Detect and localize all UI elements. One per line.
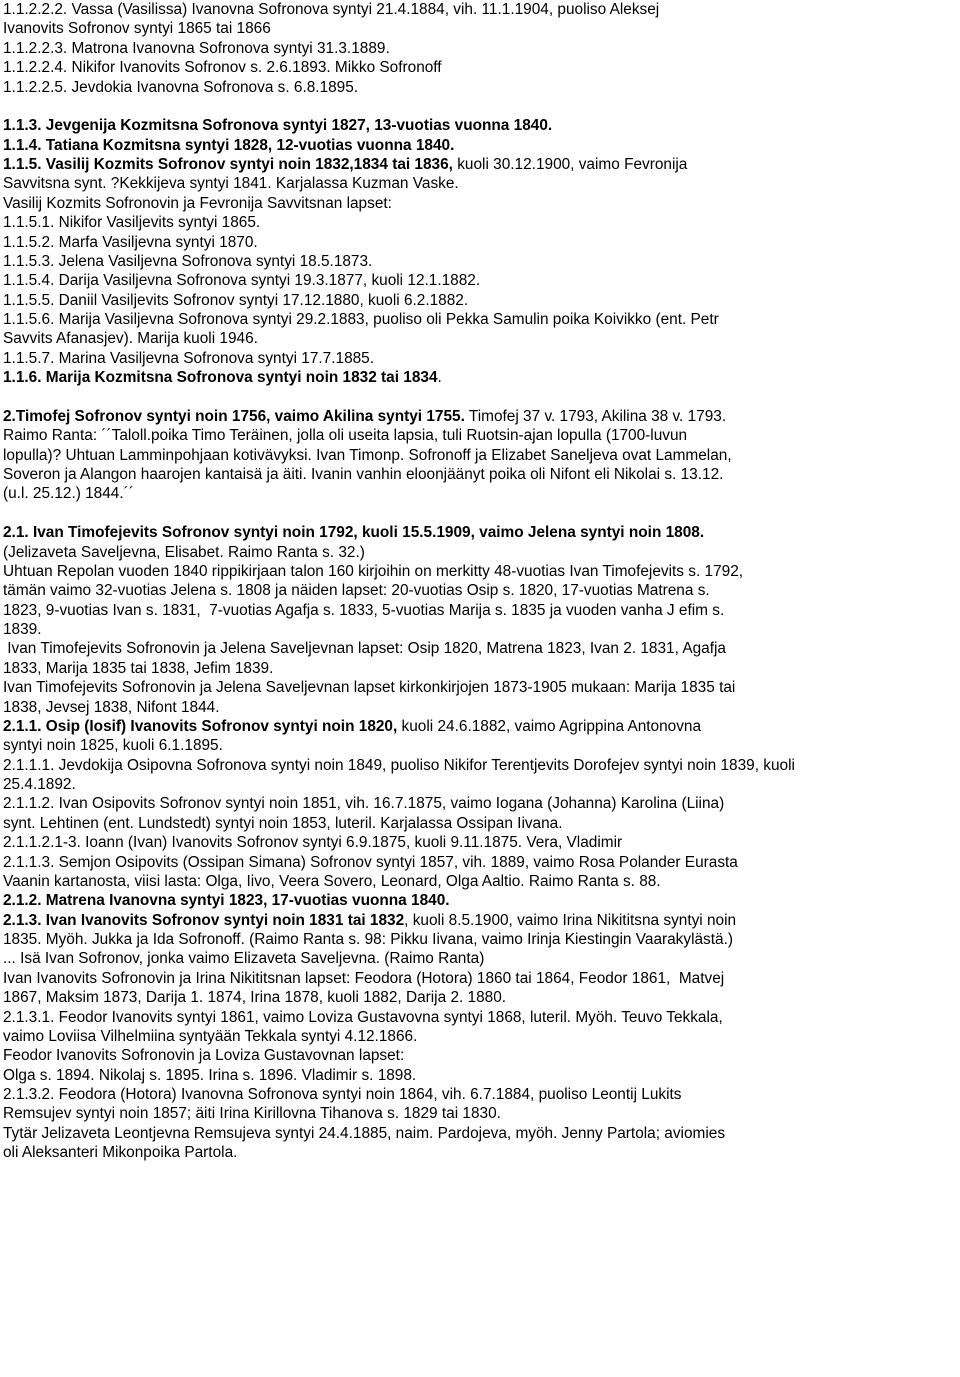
text-run: Feodor Ivanovits Sofronovin ja Loviza Gustavovnan lapset:	[3, 1047, 405, 1065]
text-run: 1.1.5.7. Marina Vasiljevna Sofronova syntyi 17.7.1885.	[3, 349, 375, 367]
text-line	[3, 39, 950, 58]
text-run: 1867, Maksim 1873, Darija 1. 1874, Irina 1878, kuoli 1882, Darija 2. 1880.	[3, 989, 507, 1007]
text-line	[3, 736, 950, 755]
text-run: Vasilij Kozmits Sofronovin ja Fevronija Savvitsnan lapset:	[3, 194, 392, 212]
blank-line	[3, 504, 950, 523]
text-line	[3, 833, 950, 852]
text-run: tämän vaimo 32-vuotias Jelena s. 1808 ja näiden lapset: 20-vuotias Osip s. 1820, 17-vuotias Matrena s.	[3, 582, 710, 600]
text-run: , kuoli 8.5.1900, vaimo Irina Nikititsna syntyi noin	[404, 911, 737, 929]
text-run: 1838, Jevsej 1838, Nifont 1844.	[3, 698, 220, 716]
text-line	[3, 19, 950, 38]
bold-run: 1.1.4. Tatiana Kozmitsna syntyi 1828, 12-vuotias vuonna 1840.	[3, 136, 455, 154]
text-line	[3, 78, 950, 97]
bold-run: 1.1.3. Jevgenija Kozmitsna Sofronova syntyi 1827, 13-vuotias vuonna 1840.	[3, 117, 553, 135]
text-line	[3, 891, 950, 910]
text-run: syntyi noin 1825, kuoli 6.1.1895.	[3, 737, 223, 755]
text-run: 1.1.2.2.2. Vassa (Vasilissa) Ivanovna Sofronova syntyi 21.4.1884, vih. 11.1.1904, puoliso Aleksej	[3, 1, 660, 18]
text-run: kuoli 30.12.1900, vaimo Fevronija	[452, 156, 688, 173]
text-run: Timofej 37 v. 1793, Akilina 38 v. 1793.	[464, 407, 727, 425]
text-line	[3, 310, 950, 329]
text-run: Ivanovits Sofronov syntyi 1865 tai 1866	[3, 20, 271, 38]
text-line	[3, 581, 950, 600]
text-line	[3, 756, 950, 775]
text-line	[3, 814, 950, 833]
text-run: 1.1.2.2.5. Jevdokia Ivanovna Sofronova s. 6.8.1895.	[3, 78, 359, 96]
bold-run: 2.1.2. Matrena Ivanovna syntyi 1823, 17-vuotias vuonna 1840.	[3, 892, 450, 910]
text-run: 1.1.2.2.4. Nikifor Ivanovits Sofronov s. 2.6.1893. Mikko Sofronoff	[3, 59, 442, 77]
text-line	[3, 775, 950, 794]
text-run: Raimo Ranta: ´´Taloll.poika Timo Teräinen, jolla oli useita lapsia, tuli Ruotsin-ajan lopulla (1700-luvun	[3, 427, 688, 445]
text-line	[3, 1143, 950, 1162]
text-run: 2.1.3.1. Feodor Ivanovits syntyi 1861, vaimo Loviza Gustavovna syntyi 1868, luteril. Myöh. Teuvo Tekkala,	[3, 1008, 723, 1026]
text-run: synt. Lehtinen (ent. Lundstedt) syntyi noin 1853, luteril. Karjalassa Ossipan Iivana.	[3, 814, 563, 832]
text-line	[3, 291, 950, 310]
text-run: 1.1.5.3. Jelena Vasiljevna Sofronova syntyi 18.5.1873.	[3, 252, 373, 270]
text-run: 1.1.2.2.3. Matrona Ivanovna Sofronova syntyi 31.3.1889.	[3, 39, 390, 57]
bold-run: 2.1. Ivan Timofejevits Sofronov syntyi noin 1792, kuoli 15.5.1909, vaimo Jelena syntyi noin 1808.	[3, 524, 705, 542]
blank-line	[3, 388, 950, 407]
text-run: Ivan Ivanovits Sofronovin ja Irina Nikititsnan lapset: Feodora (Hotora) 1860 tai 1864, Feodor 1861, Matvej	[3, 969, 725, 987]
text-line	[3, 407, 950, 426]
text-line	[3, 1008, 950, 1027]
text-run: 2.1.1.2. Ivan Osipovits Sofronov syntyi noin 1851, vih. 16.7.1875, vaimo Iogana (Johanna) Karolina (Liina)	[3, 795, 725, 813]
text-line	[3, 213, 950, 232]
text-run: 25.4.1892.	[3, 776, 76, 793]
text-run: lopulla)? Uhtuan Lamminpohjaan kotivävyksi. Ivan Timonp. Sofronoff ja Elizabet Saneljeva ovat Lammelan,	[3, 446, 732, 464]
text-run: (u.l. 25.12.) 1844.´´	[3, 485, 134, 503]
bold-run: 2.1.1. Osip (Iosif) Ivanovits Sofronov syntyi noin 1820,	[3, 717, 398, 735]
text-line	[3, 0, 950, 19]
text-line	[3, 484, 950, 503]
text-run: Tytär Jelizaveta Leontjevna Remsujeva syntyi 24.4.1885, naim. Pardojeva, myöh. Jenny Partola; aviomies	[3, 1124, 726, 1142]
text-line	[3, 659, 950, 678]
text-run: 2.1.1.2.1-3. Ioann (Ivan) Ivanovits Sofronov syntyi 6.9.1875, kuoli 9.11.1875. Vera, Vladimir	[3, 834, 623, 852]
text-run: 1.1.5.1. Nikifor Vasiljevits syntyi 1865.	[3, 214, 261, 232]
text-line	[3, 116, 950, 135]
bold-run: 1.1.5. Vasilij Kozmits Sofronov syntyi noin 1832,1834 tai 1836,	[3, 156, 453, 173]
text-run: Olga s. 1894. Nikolaj s. 1895. Irina s. 1896. Vladimir s. 1898.	[3, 1066, 417, 1084]
text-line	[3, 601, 950, 620]
text-line	[3, 678, 950, 697]
text-line	[3, 698, 950, 717]
text-run: (Jelizaveta Saveljevna, Elisabet. Raimo Ranta s. 32.)	[3, 543, 365, 561]
text-line	[3, 194, 950, 213]
text-run: Remsujev syntyi noin 1857; äiti Irina Kirillovna Tihanova s. 1829 tai 1830.	[3, 1105, 501, 1123]
text-run: oli Aleksanteri Mikonpoika Partola.	[3, 1144, 238, 1162]
text-run: kuoli 24.6.1882, vaimo Agrippina Antonovna	[397, 717, 702, 735]
text-line	[3, 136, 950, 155]
text-line	[3, 349, 950, 368]
text-line	[3, 717, 950, 736]
blank-line	[3, 97, 950, 116]
text-run: 1823, 9-vuotias Ivan s. 1831, 7-vuotias Agafja s. 1833, 5-vuotias Marija s. 1835 ja vuoden vanha J efim s.	[3, 601, 725, 619]
text-line	[3, 271, 950, 290]
text-line	[3, 543, 950, 562]
text-run: Uhtuan Repolan vuoden 1840 rippikirjaan talon 160 kirjoihin on merkitty 48-vuotias Ivan Timofejevits s. 1792,	[3, 562, 744, 580]
text-line	[3, 233, 950, 252]
text-run: 1839.	[3, 621, 42, 638]
text-line	[3, 58, 950, 77]
text-line	[3, 969, 950, 988]
text-line	[3, 1124, 950, 1143]
text-run: 1.1.5.4. Darija Vasiljevna Sofronova syntyi 19.3.1877, kuoli 12.1.1882.	[3, 272, 481, 290]
text-line	[3, 794, 950, 813]
text-run: 2.1.1.3. Semjon Osipovits (Ossipan Simana) Sofronov syntyi 1857, vih. 1889, vaimo Rosa Polander Eurasta	[3, 853, 738, 871]
text-line	[3, 1066, 950, 1085]
text-line	[3, 639, 950, 658]
text-line	[3, 988, 950, 1007]
text-line	[3, 1046, 950, 1065]
text-line	[3, 853, 950, 872]
text-run: 1835. Myöh. Jukka ja Ida Sofronoff. (Raimo Ranta s. 98: Pikku Iivana, vaimo Irinja Kiestingin Vaarakylästä.)	[3, 931, 733, 948]
text-line	[3, 368, 950, 387]
text-line	[3, 426, 950, 445]
text-run: 1.1.5.6. Marija Vasiljevna Sofronova syntyi 29.2.1883, puoliso oli Pekka Samulin poika Koivikko (ent. Petr	[3, 311, 719, 328]
text-line	[3, 446, 950, 465]
text-line	[3, 252, 950, 271]
text-run: .	[437, 369, 442, 387]
bold-run: 2.Timofej Sofronov syntyi noin 1756, vaimo Akilina syntyi 1755.	[3, 407, 465, 425]
bold-run: 1.1.6. Marija Kozmitsna Sofronova syntyi noin 1832 tai 1834	[3, 369, 438, 387]
text-run: Savvitsna synt. ?Kekkijeva syntyi 1841. Karjalassa Kuzman Vaske.	[3, 175, 459, 193]
text-run: 1.1.5.2. Marfa Vasiljevna syntyi 1870.	[3, 233, 258, 251]
text-line	[3, 523, 950, 542]
text-line	[3, 562, 950, 581]
text-line	[3, 1027, 950, 1046]
bold-run: 2.1.3. Ivan Ivanovits Sofronov syntyi noin 1831 tai 1832	[3, 911, 405, 929]
text-run: 2.1.3.2. Feodora (Hotora) Ivanovna Sofronova syntyi noin 1864, vih. 6.7.1884, puoliso Leontij Lukits	[3, 1086, 682, 1103]
text-line	[3, 155, 950, 174]
text-run: 1833, Marija 1835 tai 1838, Jefim 1839.	[3, 659, 274, 677]
text-line	[3, 949, 950, 968]
text-line	[3, 911, 950, 930]
text-line	[3, 465, 950, 484]
text-run: ... Isä Ivan Sofronov, jonka vaimo Elizaveta Saveljevna. (Raimo Ranta)	[3, 950, 485, 968]
text-line	[3, 872, 950, 891]
text-line	[3, 930, 950, 949]
text-line	[3, 329, 950, 348]
text-run: 1.1.5.5. Daniil Vasiljevits Sofronov syntyi 17.12.1880, kuoli 6.2.1882.	[3, 291, 469, 309]
text-line	[3, 620, 950, 639]
text-run: Savvits Afanasjev). Marija kuoli 1946.	[3, 330, 258, 348]
text-run: Vaanin kartanosta, viisi lasta: Olga, Iivo, Veera Sovero, Leonard, Olga Aaltio. Raimo Ranta s. 88.	[3, 872, 661, 890]
text-run: Ivan Timofejevits Sofronovin ja Jelena Saveljevnan lapset: Osip 1820, Matrena 1823, Ivan 2. 1831, Agafja	[3, 640, 726, 658]
text-line	[3, 1085, 950, 1104]
text-run: vaimo Loviisa Vilhelmiina syntyään Tekkala syntyi 4.12.1866.	[3, 1027, 418, 1045]
text-line	[3, 174, 950, 193]
text-run: 2.1.1.1. Jevdokija Osipovna Sofronova syntyi noin 1849, puoliso Nikifor Terentjevits Dorofejev syntyi noin 1839, kuoli	[3, 756, 795, 774]
text-line	[3, 1104, 950, 1123]
text-run: Ivan Timofejevits Sofronovin ja Jelena Saveljevnan lapset kirkonkirjojen 1873-1905 mukaan: Marija 1835 tai	[3, 679, 736, 697]
text-run: Soveron ja Alangon haarojen kantaisä ja äiti. Ivanin vanhin eloonjäänyt poika oli Nifont eli Nikolai s. 13.12.	[3, 466, 724, 483]
